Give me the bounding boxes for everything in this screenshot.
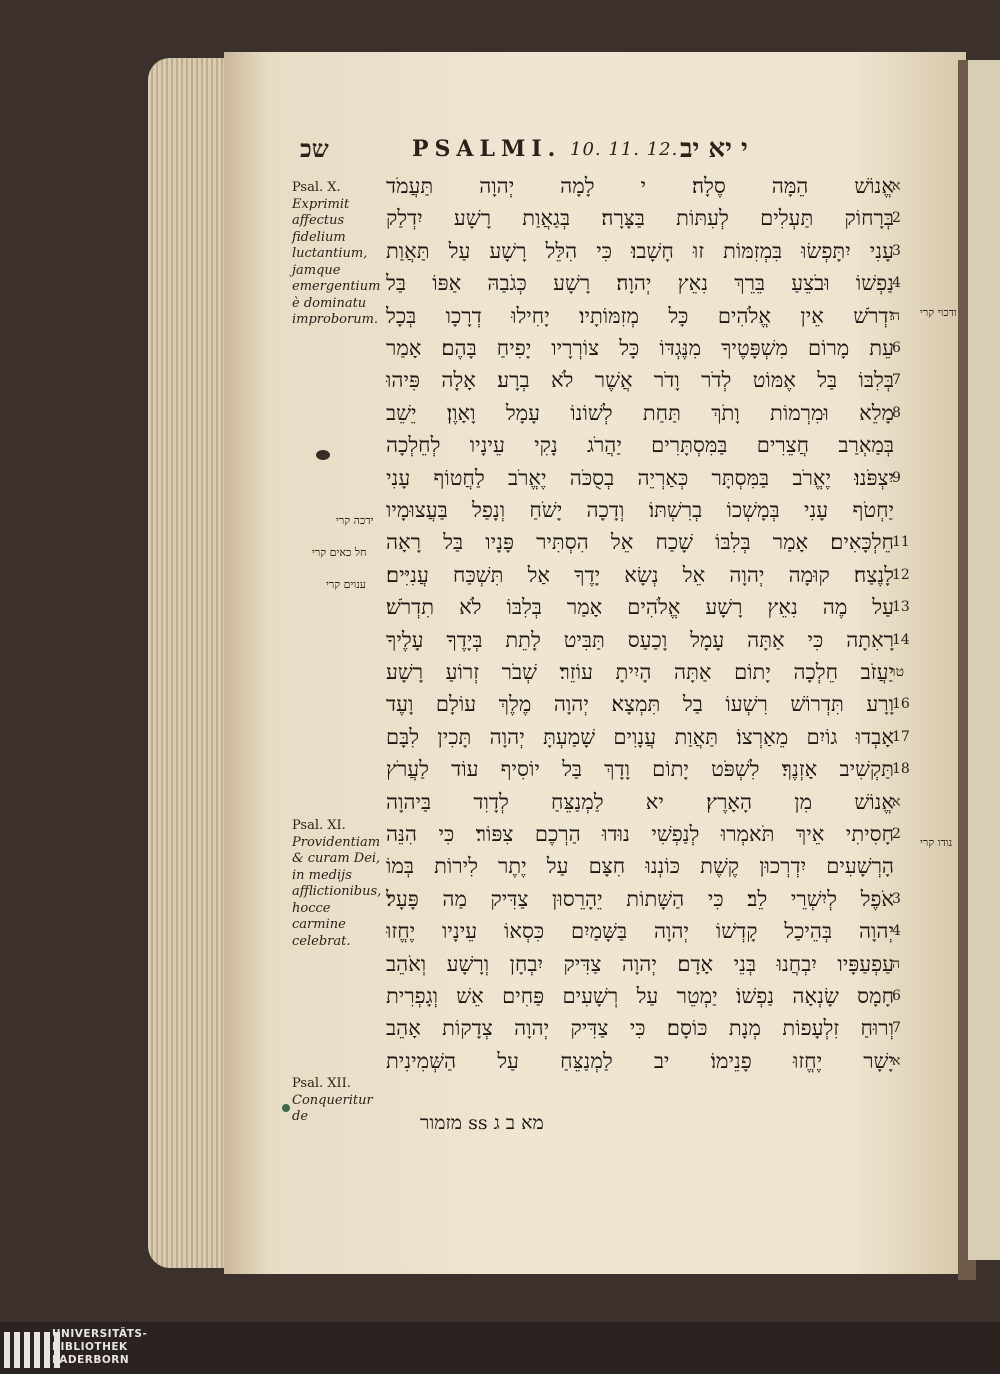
library-name-line: BIBLIOTHEK	[52, 1341, 128, 1353]
verse-number: טו	[892, 664, 905, 680]
verse-number: 14	[892, 632, 910, 648]
verse-number: 9	[892, 470, 901, 486]
verse-number: א	[892, 1053, 901, 1069]
verse-number: 18	[892, 761, 910, 777]
margin-note-text: Providentiam & curam Dei, in medijs afflictionibus, hocce carmine celebrat.	[292, 834, 382, 949]
qere-note: חל כאים קרי	[312, 546, 367, 559]
hebrew-text-line: יַחְטֹף עָנִי בְּמָשְׁכוֹ בְרִשְׁתּוֹ׃ וְדָכָה יָשֹׁחַ וְנָפַל בַּעֲצוּמָיו	[386, 498, 894, 522]
hebrew-text-line: מָלֵא וּמִרְמוֹת וָתֹךְ תַּחַת לְשׁוֹנוֹ עָמָל וָאָוֶן׃ יֵשֵׁב	[386, 401, 894, 425]
library-name-line: UNIVERSITÄTS-	[52, 1328, 148, 1340]
verse-number: ה	[892, 308, 901, 324]
hebrew-text-line: יִדְרֹשׁ אֵין אֱלֹהִים כָּל מְזִמּוֹתָיו׃ יָחִילוּ דְרָכָו בְּכָל	[386, 304, 894, 328]
hebrew-text-line: עַפְעַפָּיו יִבְחֲנוּ בְּנֵי אָדָם׃ יְהוָה צַדִּיק יִבְחָן וְרָשָׁע וְאֹהֵב	[386, 952, 894, 976]
hebrew-text-line: וָרָע תִּדְרוֹשׁ רִשְׁעוֹ בַל תִּמְצָא׃ יְהוָה מֶלֶךְ עוֹלָם וָעֶד	[386, 692, 894, 716]
hebrew-text-line: אֱנוֹשׁ הֵמָּה סֶלָה׃ י לָמָה יְהוָה תַּעֲמֹד	[386, 174, 894, 198]
margin-note-ref: Psal. XI.	[292, 818, 346, 833]
hebrew-text-line: נַפְשׁוֹ וּבֹצֵעַ בֵּרֵךְ נִאֵץ יְהוָה׃ רָשָׁע כְּגֹבַהּ אַפּוֹ בַּל	[386, 271, 894, 295]
verse-number: ה	[892, 956, 901, 972]
qere-note: ודכוי קרי	[920, 306, 957, 319]
running-psalm-numbers: 10. 11. 12.	[570, 138, 679, 160]
hebrew-text-line: יְהוָה בְּהֵיכַל קָדְשׁוֹ יְהוָה בַּשָּׁמַיִם כִּסְאוֹ עֵינָיו יֶחֱזוּ	[386, 919, 894, 943]
verse-number: א	[892, 178, 901, 194]
hebrew-text-line: אֱנוֹשׁ מִן הָאָרֶץ׃ יא לַמְנַצֵּחַ לְדָוִד בַּיהוָה	[386, 790, 894, 814]
verse-number: 11	[892, 534, 910, 550]
hebrew-text-line: תַּקְשִׁיב אָזְנֶךָ׃ לִשְׁפֹּט יָתוֹם וָדָךְ בַּל יוֹסִיף עוֹד לַעֲרֹץ	[386, 757, 894, 781]
hebrew-text-line: עֵת מָרוֹם מִשְׁפָּטֶיךָ מִנֶּגְדּוֹ כָּל צוֹרְרָיו יָפִיחַ בָּהֶם׃ אָמַר	[386, 336, 894, 360]
hebrew-text-line: לָנֶצַח׃ קוּמָה יְהוָה אֵל נְשָׂא יָדֶךָ אַל תִּשְׁכַּח עֲנִיִּים׃	[386, 563, 894, 587]
margin-note-psalm-10	[292, 180, 384, 329]
margin-note-ref: Psal. X.	[292, 180, 341, 195]
hebrew-text-line: אֹפֶל לְיִשְׁרֵי לֵב׃ כִּי הַשָּׁתוֹת יֵהָרֵסוּן צַדִּיק מַה פָּעָל׃	[386, 887, 894, 911]
hebrew-text-line: וְרוּחַ זִלְעָפוֹת מְנָת כּוֹסָם׃ כִּי צַדִּיק יְהוָה צְדָקוֹת אָהֵב	[386, 1016, 894, 1040]
library-name	[52, 1328, 147, 1367]
margin-note-psalm-11	[292, 818, 384, 950]
hebrew-text-line: חָמָס שָׂנְאָה נַפְשׁוֹ׃ יַמְטֵר עַל רְשָׁעִים פַּחִים אֵשׁ וְגָפְרִית	[386, 984, 894, 1008]
hebrew-text-line: יָשָׁר יֶחֱזוּ פָנֵימוֹ׃ יב לַמְנַצֵּחַ עַל הַשְּׁמִינִית	[386, 1049, 894, 1073]
hebrew-text-line: יִצְפֹּנוּ׃ יֶאֱרֹב בַּמִּסְתָּר כְּאַרְיֵה בְסֻכֹּה יֶאֱרֹב לַחֲטוֹף עָנִי	[386, 466, 894, 490]
verse-number: 12	[892, 567, 910, 583]
qere-note: ידכה קרי	[336, 514, 374, 527]
library-name-line: PADERBORN	[52, 1354, 130, 1366]
verse-number: 6	[892, 988, 901, 1004]
verse-number: 17	[892, 729, 910, 745]
hebrew-text-line: רָאִתָה כִּי אַתָּה עָמָל וָכַעַס תַּבִּיט לָתֵת בְּיָדֶךָ עָלֶיךָ	[386, 628, 894, 652]
qere-note: נודו קרי	[920, 836, 953, 849]
page-edges	[148, 58, 233, 1268]
margin-note-psalm-12	[292, 1076, 384, 1126]
verse-number: 7	[892, 1020, 901, 1036]
qere-note: ענוים קרי	[326, 578, 367, 591]
verse-number: 8	[892, 405, 901, 421]
hebrew-text-line: עָנִי יִתָּפְשׂוּ בִּמְזִמּוֹת זוּ חָשָׁבוּ׃ כִּי הִלֵּל רָשָׁע עַל תַּאֲוַת	[386, 239, 894, 263]
ink-spot	[316, 450, 330, 460]
library-footer	[0, 1322, 1000, 1374]
catchword: מא ב ג ss מזמור	[420, 1112, 544, 1134]
hebrew-text-line: יַעֲזֹב חֵלְכָה יָתוֹם אַתָּה הָיִיתָ עוֹזֵר׃ שְׁבֹר זְרוֹעַ רָשָׁע	[386, 660, 894, 684]
verse-number: א	[892, 794, 901, 810]
hebrew-text-line: חָסִיתִי אֵיךְ תֹּאמְרוּ לְנַפְשִׁי נוּדוּ הַרְכֶם צִפּוֹר׃ כִּי הִנֵּה	[386, 822, 894, 846]
margin-note-ref: Psal. XII.	[292, 1076, 351, 1091]
verse-number: 2	[892, 210, 901, 226]
margin-note-text: Exprimit affectus fidelium luctantium, jamque emergentium è dominatu improborum.	[292, 196, 381, 327]
hebrew-text-line: בְּמַאְרַב חֲצֵרִים בַּמִּסְתָּרִים יַהֲרֹג נָקִי עֵינָיו לְחֵלְכָה	[386, 433, 894, 457]
hebrew-text-line: אָבְדוּ גוֹיִם מֵאַרְצוֹ׃ תַּאֲוַת עֲנָוִים שָׁמַעְתָּ יְהוָה תָּכִין לִבָּם	[386, 725, 894, 749]
verse-number: 2	[892, 826, 901, 842]
hebrew-text-line: עַל מֶה נִאֵץ רָשָׁע אֱלֹהִים אָמַר בְּלִבּוֹ לֹא תִדְרֹשׁ׃	[386, 595, 894, 619]
margin-note-text: Conqueritur de	[292, 1092, 373, 1124]
verse-number: 3	[892, 891, 901, 907]
verse-number: 6	[892, 340, 901, 356]
verse-number: 4	[892, 923, 901, 939]
facing-page-edge	[968, 60, 1000, 1260]
ink-spot	[282, 1104, 290, 1112]
verse-number: 16	[892, 696, 910, 712]
hebrew-text-line: בְּרָחוֹק תַּעְלִים לְעִתּוֹת בַּצָּרָה׃ בְּגַאֲוַת רָשָׁע יִדְלַק	[386, 206, 894, 230]
running-hebrew-numbers: י יא יב	[680, 134, 748, 164]
verse-number: 4	[892, 275, 901, 291]
verse-number: 7	[892, 372, 901, 388]
page-folio: שכ	[300, 134, 329, 163]
verse-number: 3	[892, 243, 901, 259]
hebrew-text-line: חֵלְכָּאִים׃ אָמַר בְּלִבּוֹ שָׁכַח אֵל הִסְתִּיר פָּנָיו בַּל רָאָה	[386, 530, 894, 554]
hebrew-text-line: הָרְשָׁעִים יִדְרְכוּן קֶשֶׁת כּוֹנְנוּ חִצָּם עַל יֶתֶר לִירוֹת בְּמוֹ	[386, 854, 894, 878]
hebrew-text-line: בְּלִבּוֹ בַּל אֶמּוֹט לְדֹר וָדֹר אֲשֶׁר לֹא בְרָע׃ אָלָה פִּיהוּ	[386, 368, 894, 392]
verse-number: 13	[892, 599, 910, 615]
running-title: PSALMI.	[412, 136, 562, 162]
